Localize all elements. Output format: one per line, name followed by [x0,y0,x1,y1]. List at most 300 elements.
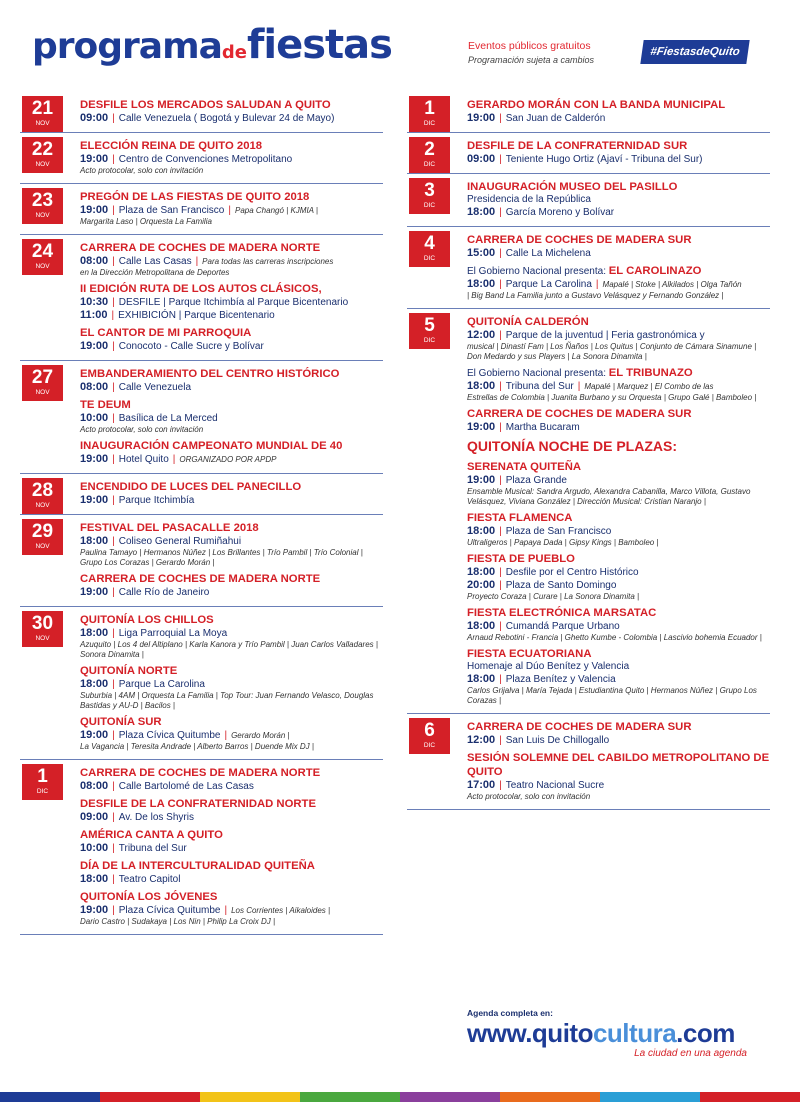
date-badge [409,178,450,214]
event [467,98,770,125]
event-notes: Acto protocolar, solo con invitación [467,792,591,801]
event [467,264,770,301]
event-place: Plaza Benítez y Valencia [505,674,616,685]
separator: | [112,256,115,267]
event-subtitle: Homenaje al Dúo Benítez y Valencia [467,661,630,672]
event-time-line [80,873,383,886]
separator: | [499,279,502,290]
event-place: Plaza de Santo Domingo [505,580,617,591]
event-title: FIESTA FLAMENCA [467,512,573,524]
date-month: NOV [35,263,50,270]
date-number: 28 [31,480,54,501]
separator: | [112,812,115,823]
event-title: CARRERA DE COCHES DE MADERA SUR [467,234,692,246]
event-place: Parque La Carolina [505,279,592,290]
separator: | [112,113,115,124]
event-title: CARRERA DE COCHES DE MADERA SUR [467,408,692,420]
separator: | [499,580,502,591]
event [80,572,383,599]
url-part-com: .com [676,1018,735,1048]
event-time-line [80,381,383,394]
event-place: Calle Venezuela [118,382,192,393]
event-time-line [80,296,383,309]
event [80,439,383,466]
separator: | [112,905,115,916]
event-notes: musical | Dinastí Fam | Los Ñaños | Los Quitus | Conjunto de Cámara Sinamune | Don Medardo y sus Players | La Sonora Dinamita | [467,342,757,361]
event-place: San Juan de Calderón [505,113,606,124]
event-time: 18:00 [80,873,109,885]
separator: | [499,674,502,685]
event-title: SERENATA QUITEÑA [467,461,582,473]
event-time-line [80,204,383,217]
event-title [467,366,770,380]
event [80,326,383,353]
stripe-segment [300,1092,400,1102]
free-events-note: Eventos públicos gratuitos [468,40,591,52]
event-place: García Moreno y Bolívar [505,207,615,218]
separator: | [112,781,115,792]
agenda-footer [467,1008,757,1059]
date-month: DIC [423,255,436,262]
event-place: Calle Río de Janeiro [118,587,210,598]
agenda-label: Agenda completa en: [467,1008,553,1018]
event-place: Desfile por el Centro Histórico [505,567,639,578]
date-badge [409,137,450,173]
event-notes: Proyecto Coraza | Curare | La Sonora Dinamita | [467,592,640,601]
event [467,366,770,403]
event-notes: Suburbia | 4AM | Orquesta La Familia | Top Tour: Juan Fernando Velasco, Douglas Bastidas y AU-D | Bacilos | [80,691,374,710]
event-time: 19:00 [467,421,496,433]
event-time: 11:00 [80,309,108,321]
event-notes: Ensamble Musical: Sandra Argudo, Alexandra Cabanilla, Marco Villota, Gustavo Velásquez, Viviana González | Dirección Musical: Cristian Naranjo | [467,487,751,506]
event-time: 15:00 [467,247,496,259]
date-number: 2 [424,139,435,160]
date-number: 5 [424,315,435,336]
event [467,720,770,747]
stripe-segment [700,1092,800,1102]
event [80,190,383,227]
event [80,282,383,322]
event-notes: Arnaud Rebotini - Francia | Ghetto Kumbe - Colombia | Lascivio bohemia Ecuador | [467,633,762,642]
event-notes: Acto protocolar, solo con invitación [80,425,204,434]
event-time-line [467,779,770,792]
event-title: CARRERA DE COCHES DE MADERA SUR [467,721,692,733]
event-extra: Mapalé | Stoke | Alkilados | Olga Tañón [602,280,742,289]
event-time: 19:00 [80,340,109,352]
day-block [407,174,770,227]
event-place: DESFILE | Parque Itchimbía al Parque Bicentenario [118,297,349,308]
event-place: Calle Las Casas [118,256,192,267]
separator: | [112,297,115,308]
event [80,398,383,435]
event-notes: | Big Band La Familia junto a Gustavo Velásquez y Fernando González | [467,291,724,300]
event [80,613,383,660]
header [0,0,800,92]
event-notes: Estrellas de Colombia | Juanita Burbano y su Orquesta | Grupo Galé | Bamboleo | [467,393,757,402]
event-title-text: EL TRIBUNAZO [608,367,693,379]
separator: | [112,628,115,639]
day-block [20,607,383,760]
event [80,797,383,824]
date-badge [22,137,63,173]
event-time: 18:00 [80,678,109,690]
event-time-line [467,525,770,538]
day-block [20,361,383,474]
event-time: 09:00 [80,811,109,823]
changes-note: Programación sujeta a cambios [468,55,595,65]
separator: | [499,621,502,632]
event-place: Tribuna del Sur [505,381,574,392]
event-time: 18:00 [467,566,496,578]
separator: | [112,495,115,506]
event-subtitle: Presidencia de la República [467,194,591,205]
event-title: FESTIVAL DEL PASACALLE 2018 [80,522,259,534]
separator: | [499,113,502,124]
event-time: 19:00 [80,153,109,165]
date-number: 1 [424,98,435,119]
event-time: 20:00 [467,579,496,591]
event-time: 18:00 [467,673,496,685]
stripe-segment [400,1092,500,1102]
day-block [407,309,770,714]
event-title: INAUGURACIÓN CAMPEONATO MUNDIAL DE 40 [80,440,343,452]
logo [32,22,392,68]
event-title: CARRERA DE COCHES DE MADERA NORTE [80,767,321,779]
date-month: NOV [35,502,50,509]
separator: | [172,454,176,465]
event-time-line [467,153,770,166]
event-time: 08:00 [80,381,109,393]
event-title: QUITONÍA SUR [80,716,162,728]
event-extra: Para todas las carreras inscripciones [202,257,334,266]
event-place: Liga Parroquial La Moya [118,628,228,639]
event-title: FIESTA ELECTRÓNICA MARSATAC [467,607,657,619]
separator: | [224,905,228,916]
event [467,180,770,219]
date-month: NOV [35,635,50,642]
separator: | [499,422,502,433]
day-block [407,133,770,174]
event-time-line [467,380,770,393]
event-time-line [80,627,383,640]
date-number: 6 [424,720,435,741]
event [467,407,770,434]
event-time: 10:00 [80,842,109,854]
date-badge [22,519,63,555]
day-block [20,92,383,133]
event-time-line [80,340,383,353]
event-time-line [467,474,770,487]
event-time: 10:30 [80,296,109,308]
event-time: 18:00 [467,206,496,218]
event-time: 18:00 [467,380,496,392]
date-badge [409,231,450,267]
event-time-line [80,535,383,548]
event-place: Parque Itchimbía [118,495,195,506]
event-time-line [467,673,770,686]
event-time: 08:00 [80,255,109,267]
event-place: Plaza Cívica Quitumbe [118,905,221,916]
date-month: DIC [423,742,436,749]
date-number: 3 [424,180,435,201]
event-time: 19:00 [80,586,109,598]
date-number: 1 [37,766,48,787]
event-place: Conocoto - Calle Sucre y Bolívar [118,341,264,352]
event-extra: Los Corrientes | Aikaloides | [231,906,331,915]
event-place: Plaza de San Francisco [505,526,612,537]
date-number: 30 [31,613,54,634]
separator: | [112,205,115,216]
date-badge [22,478,63,514]
url-part-quito: www.quito [467,1018,593,1048]
event-title: TE DEUM [80,399,131,411]
separator: | [499,381,502,392]
date-month: DIC [423,202,436,209]
event [467,511,770,548]
date-badge [409,313,450,349]
event-time: 18:00 [467,620,496,632]
date-month: NOV [35,161,50,168]
event-time: 09:00 [80,112,109,124]
event-time: 10:00 [80,412,109,424]
event-place: Calle Bartolomé de Las Casas [118,781,254,792]
event [80,139,383,176]
event-presenter: El Gobierno Nacional presenta: [467,266,609,277]
event-notes: Dario Castro | Sudakaya | Los Nin | Philip La Croix DJ | [80,917,276,926]
event-title: EMBANDERAMIENTO DEL CENTRO HISTÓRICO [80,368,340,380]
event-place: Plaza de San Francisco [118,205,225,216]
date-number: 23 [31,190,54,211]
event-notes: Margarita Laso | Orquesta La Familia [80,217,212,226]
day-block [20,133,383,184]
event-title: ELECCIÓN REINA DE QUITO 2018 [80,140,263,152]
day-block [20,474,383,515]
color-stripe [0,1092,800,1102]
event-time-line [80,453,383,466]
event-time: 19:00 [80,453,109,465]
date-number: 29 [31,521,54,542]
event [80,367,383,394]
event-title: CARRERA DE COCHES DE MADERA NORTE [80,242,321,254]
event-notes: Ultraligeros | Papaya Dada | Gipsy Kings | Bamboleo | [467,538,659,547]
plazas-heading: QUITONÍA NOCHE DE PLAZAS: [467,438,678,454]
date-month: NOV [35,120,50,127]
hashtag-badge: #FiestasdeQuito [640,40,749,64]
event-time: 17:00 [467,779,496,791]
event-time: 12:00 [467,329,496,341]
date-month: DIC [423,120,436,127]
stripe-segment [100,1092,200,1102]
event [80,890,383,927]
date-month: NOV [35,212,50,219]
logo-word-fiestas: fiestas [246,22,392,68]
event [467,315,770,362]
event-presenter: El Gobierno Nacional presenta: [467,368,609,379]
event-place: Plaza Grande [505,475,567,486]
event-notes: Azuquito | Los 4 del Altiplano | Karla Kanora y Trío Pambil | Juan Carlos Valladares | Sonora Dinamita | [80,640,378,659]
separator: | [112,382,115,393]
date-month: DIC [36,788,49,795]
event-time-line [80,842,383,855]
separator: | [112,454,115,465]
day-block [407,714,770,810]
event-time-line [80,153,383,166]
event-title: DESFILE DE LA CONFRATERNIDAD NORTE [80,798,316,810]
separator: | [112,341,115,352]
day-block [20,515,383,607]
event-notes: La Vagancia | Teresita Andrade | Alberto Barros | Duende Mix DJ | [80,742,314,751]
date-number: 22 [31,139,54,160]
separator: | [224,730,228,741]
event-time: 19:00 [80,904,109,916]
event-time-line [80,412,383,425]
event-place: Cumandá Parque Urbano [505,621,620,632]
event [80,715,383,752]
separator: | [499,475,502,486]
event-time: 18:00 [467,525,496,537]
event-place: Martha Bucaram [505,422,580,433]
day-block [20,760,383,935]
separator: | [595,279,599,290]
separator: | [195,256,199,267]
date-number: 27 [31,367,54,388]
event-title: ENCENDIDO DE LUCES DEL PANECILLO [80,481,302,493]
event-extra: Mapalé | Marquez | El Combo de las [584,382,714,391]
event-time-line [80,729,383,742]
event [80,766,383,793]
event-time-line [467,247,770,260]
event-time: 09:00 [467,153,496,165]
separator: | [112,730,115,741]
url-part-cultura: cultura [592,1018,677,1048]
event-time: 19:00 [80,494,109,506]
event [80,480,383,507]
event-title-text: EL CAROLINAZO [608,265,702,277]
stripe-segment [500,1092,600,1102]
stripe-segment [200,1092,300,1102]
event-time-line [80,112,383,125]
event [467,460,770,507]
agenda-url[interactable] [467,1018,757,1048]
event [80,521,383,568]
event-time-line [467,421,770,434]
event-time: 19:00 [80,204,109,216]
event-title: QUITONÍA NORTE [80,665,178,677]
event-place: Centro de Convenciones Metropolitano [118,154,293,165]
day-block [20,235,383,361]
day-block [20,184,383,235]
event-time-line [80,494,383,507]
date-badge [22,611,63,647]
event-time-line [80,586,383,599]
event-notes: Paulina Tamayo | Hermanos Núñez | Los Brillantes | Trío Pambil | Trío Colonial | Grupo Los Corazas | Gerardo Morán | [80,548,363,567]
event-time-line [80,678,383,691]
event-title: DÍA DE LA INTERCULTURALIDAD QUITEÑA [80,860,315,872]
event-time-line [467,579,770,592]
event-title: FIESTA ECUATORIANA [467,648,592,660]
event-notes: Acto protocolar, solo con invitación [80,166,204,175]
event-title: AMÉRICA CANTA A QUITO [80,829,223,841]
event [80,828,383,855]
event [467,233,770,260]
event-extra: ORGANIZADO POR APDP [179,455,277,464]
separator: | [112,587,115,598]
event-extra: Gerardo Morán | [231,731,290,740]
event [467,139,770,166]
agenda-tagline: La ciudad en una agenda [634,1048,747,1059]
date-badge [22,96,63,132]
event-title: CARRERA DE COCHES DE MADERA NORTE [80,573,321,585]
event-place: Tribuna del Sur [118,843,187,854]
separator: | [499,780,502,791]
separator: | [499,735,502,746]
event-place: Coliseo General Rumiñahui [118,536,242,547]
logo-word-de: de [221,42,247,63]
event [467,751,770,802]
date-number: 4 [424,233,435,254]
event-title: DESFILE LOS MERCADOS SALUDAN A QUITO [80,99,331,111]
event-place: San Luis De Chillogallo [505,735,610,746]
date-month: DIC [423,337,436,344]
event-time-line [467,734,770,747]
left-column [20,92,383,935]
date-number: 21 [31,98,54,119]
right-column [407,92,770,810]
event-place: Av. De los Shyris [118,812,194,823]
day-block [407,227,770,309]
event-title: SESIÓN SOLEMNE DEL CABILDO METROPOLITANO DE QUITO [467,752,770,778]
separator: | [111,310,115,321]
event-place: EXHIBICIÓN | Parque Bicentenario [118,310,275,321]
event [80,664,383,711]
event-time-line [467,278,770,291]
header-notes [468,40,594,65]
date-month: DIC [423,161,436,168]
event-place: Teniente Hugo Ortiz (Ajaví - Tribuna del Sur) [505,154,703,165]
separator: | [499,526,502,537]
event [80,859,383,886]
event [467,647,770,706]
event-title: QUITONÍA CALDERÓN [467,316,589,328]
date-badge [22,239,63,275]
event-place: Hotel Quito [118,454,169,465]
date-number: 24 [31,241,54,262]
event [467,606,770,643]
event-place: Calle Venezuela ( Bogotá y Bulevar 24 de Mayo) [118,113,335,124]
event-place: Basílica de La Merced [118,413,218,424]
event-place: Teatro Capitol [118,874,181,885]
event [467,552,770,602]
event-title: QUITONÍA LOS CHILLOS [80,614,214,626]
event-title: PREGÓN DE LAS FIESTAS DE QUITO 2018 [80,191,310,203]
separator: | [499,248,502,259]
event-notes: Carlos Grijalva | María Tejada | Estudiantina Quito | Hermanos Núñez | Grupo Los Corazas | [467,686,757,705]
separator: | [577,381,581,392]
stripe-segment [0,1092,100,1102]
event-time-line [467,566,770,579]
event [80,241,383,278]
separator: | [499,330,502,341]
date-badge [409,96,450,132]
stripe-segment [600,1092,700,1102]
event-place: Plaza Cívica Quitumbe [118,730,221,741]
separator: | [499,567,502,578]
event-notes: en la Dirección Metropolitana de Deportes [80,268,230,277]
event-time-line [80,780,383,793]
event-time-line [467,329,770,342]
event-time: 12:00 [467,734,496,746]
event-extra: Papa Changó | KJMIA | [234,206,318,215]
